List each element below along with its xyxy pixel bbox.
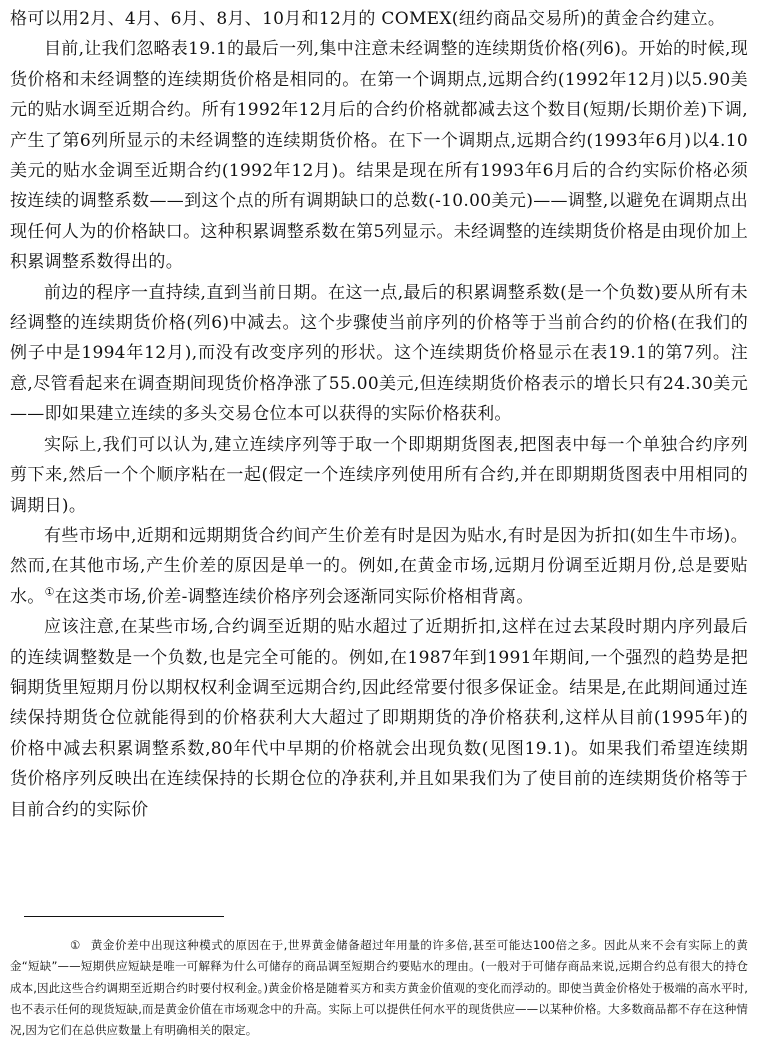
footnote-marker: ① bbox=[70, 938, 81, 952]
paragraph-premium-discount-tail: 在这类市场,价差-调整连续价格序列会逐渐同实际价格相背离。 bbox=[54, 586, 534, 607]
paragraph-negative-values: 应该注意,在某些市场,合约调至近期的贴水超过了近期折扣,这样在过去某段时期内序列最后的连续调整数是一个负数,也是完全可能的。例如,在1987年到1991年期间,一个强烈的趋势是把铜期货里短期月份以期权权利金调至远期合约,因此经常要付很多保证金。结果是,在此期间通过连续保持期货仓位就能得到的价格获利大大超过了即期期货的净价格获利,这样从目前(1995年)的价格中减去积累调整系数,80年代中早期的价格就会出现负数(见图19.1)。如果我们希望连续期货价格序列反映出在连续保持的长期仓位的净获利,并且如果我们为了使目前的连续期货价格等于目前合约的实际价 bbox=[10, 617, 749, 820]
paragraph-splicing: 实际上,我们可以认为,建立连续序列等于取一个即期期货图表,把图表中每一个单独合约序列剪下来,然后一个个顺序粘在一起(假定一个连续序列使用所有合约,并在即期期货图表中用相同的调期日)。 bbox=[10, 434, 748, 516]
footnote-divider bbox=[24, 916, 224, 917]
paragraph-premium-discount-text: 有些市场中,近期和远期期货合约间产生价差有时是因为贴水,有时是因为折扣(如生牛市场)。然而,在其他市场,产生价差的原因是单一的。例如,在黄金市场,远期月份调至近期月份,总是要贴水。 bbox=[10, 525, 748, 607]
paragraph-premium-discount bbox=[10, 521, 748, 612]
footnote bbox=[10, 935, 748, 1041]
main-text-block bbox=[10, 4, 748, 825]
footnote-reference[interactable]: ① bbox=[44, 585, 55, 599]
footnote-text: 黄金价差中出现这种模式的原因在于,世界黄金储备超过年用量的许多倍,甚至可能达100倍之多。因此从来不会有实际上的黄金“短缺”——短期供应短缺是唯一可解释为什么可储存的商品调至短期合约要贴水的理由。(一般对于可储存商品来说,远期合约总有很大的持仓成本,因此这些合约调期至近期合约时要付权利金。)黄金价格是随着买方和卖方黄金价值观的变化而浮动的。即使当黄金价格处于极端的高水平时,也不表示任何的现货短缺,而是黄金价值在市场观念中的升高。实际上可以提供任何水平的现货供应——以某种价格。大多数商品都不存在这种情况,因为它们在总供应数量上有明确相关的限定。 bbox=[10, 938, 748, 1038]
paragraph-procedure: 前边的程序一直持续,直到当前日期。在这一点,最后的积累调整系数(是一个负数)要从所有未经调整的连续期货价格(列6)中减去。这个步骤使当前序列的价格等于当前合约的价格(在我们的例子中是1994年12月),而没有改变序列的形状。这个连续期货价格显示在表19.1的第7列。注意,尽管看起来在调查期间现货价格净涨了55.00美元,但连续期货价格表示的增长只有24.30美元——即如果建立连续的多头交易仓位本可以获得的实际价格获利。 bbox=[10, 282, 748, 425]
paragraph-continuation: 格可以用2月、4月、6月、8月、10月和12月的 COMEX(纽约商品交易所)的黄金合约建立。 bbox=[10, 9, 726, 29]
paragraph-adjustment-method: 目前,让我们忽略表19.1的最后一列,集中注意未经调整的连续期货价格(列6)。开始的时候,现货价格和未经调整的连续期货价格是相同的。在第一个调期点,远期合约(1992年12月)以5.90美元的贴水调至近期合约。所有1992年12月后的合约价格就都减去这个数目(短期/长期价差)下调,产生了第6列所显示的未经调整的连续期货价格。在下一个调期点,远期合约(1993年6月)以4.10美元的贴水金调至近期合约(1992年12月)。结果是现在所有1993年6月后的合约实际价格必须按连续的调整系数——到这个点的所有调期缺口的总数(-10.00美元)——调整,以避免在调期点出现任何人为的价格缺口。这种积累调整系数在第5列显示。未经调整的连续期货价格是由现价加上积累调整系数得出的。 bbox=[10, 39, 748, 273]
